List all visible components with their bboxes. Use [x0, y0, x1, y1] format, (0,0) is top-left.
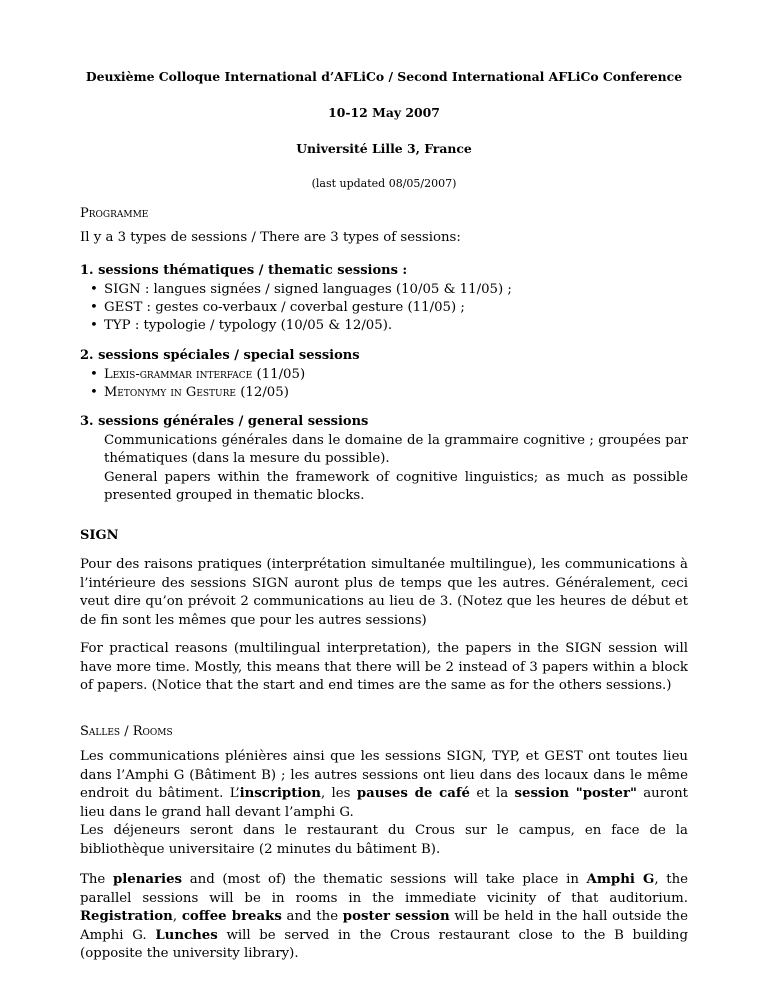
rooms-paragraph-fr: Les communications plénières ainsi que les sessions SIGN, TYP, et GEST ont toutes lieu dans l’Amphi G (Bâtiment B) ; les autres sessions ont lieu dans des locaux dans le même endroit du bâtiment. L’inscription, les pauses de café et la session "poster" auront lieu dans le grand hall devant l’amphi G. Les déjeneurs seront dans le restaurant du Crous sur le campus, en face de la bibliothèque universitaire (2 minutes du bâtiment B).: [80, 748, 688, 859]
rooms-heading: Salles / Rooms: [80, 724, 173, 739]
bullet-icon: •: [90, 366, 98, 382]
bullet-icon: •: [90, 384, 98, 400]
bullet-icon: •: [90, 299, 98, 315]
conference-dates: 10-12 May 2007: [328, 105, 440, 120]
conference-venue: Université Lille 3, France: [296, 141, 472, 156]
sign-paragraph-en: For practical reasons (multilingual interpretation), the papers in the SIGN session will have more time. Mostly, this means that there will be 2 instead of 3 papers within a block of papers. (Notice that the start and end times are the same as for the others sessions.): [80, 641, 688, 693]
bullet-icon: •: [90, 281, 98, 297]
list-item: • GEST : gestes co-verbaux / coverbal gesture (11/05) ;: [90, 299, 465, 315]
special-sessions-list: [80, 366, 688, 402]
list-item: • SIGN : langues signées / signed languages (10/05 & 11/05) ;: [90, 281, 512, 297]
general-sessions: [80, 413, 688, 506]
thematic-sessions-list: [80, 281, 688, 335]
programme-intro: Il y a 3 types de sessions / There are 3 types of sessions:: [80, 230, 461, 245]
rooms-lunch-fr: Les déjeneurs seront dans le restaurant du Crous sur le campus, en face de la bibliothèque universitaire (2 minutes du bâtiment B).: [80, 823, 688, 857]
thematic-sessions: [80, 262, 688, 335]
programme-heading: Programme: [80, 206, 149, 221]
general-sessions-en: General papers within the framework of cognitive linguistics; as much as possible presented grouped in thematic blocks.: [104, 469, 688, 503]
thematic-sessions-heading: 1. sessions thématiques / thematic sessions :: [80, 263, 408, 278]
list-item: • Lexis-grammar interface (11/05): [90, 366, 306, 382]
rooms-paragraph-en: The plenaries and (most of) the thematic sessions will take place in Amphi G, the parallel sessions will be in rooms in the immediate vicinity of that auditorium. Registration, coffee breaks and the poster session will be held in the hall outside the Amphi G. Lunches will be served in the Crous restaurant close to the B building (opposite the university library).: [80, 872, 689, 961]
sign-paragraph-fr: Pour des raisons pratiques (interprétation simultanée multilingue), les communications à l’intérieure des sessions SIGN auront plus de temps que les autres. Généralement, ceci veut dire qu’on prévoit 2 communications au lieu de 3. (Notez que les heures de début et de fin sont les mêmes que pour les autres sessions): [80, 557, 688, 628]
general-sessions-heading: 3. sessions générales / general sessions: [80, 414, 369, 429]
last-updated-note: (last updated 08/05/2007): [311, 177, 457, 190]
conference-title: Deuxième Colloque International d’AFLiCo / Second International AFLiCo Conference: [85, 69, 683, 84]
bullet-icon: •: [90, 317, 98, 333]
list-item: • TYP : typologie / typology (10/05 & 12/05).: [90, 317, 393, 333]
list-item: • Metonymy in Gesture (12/05): [90, 384, 289, 400]
special-sessions: [80, 347, 688, 402]
general-sessions-fr: Communications générales dans le domaine de la grammaire cognitive ; groupées par thématiques (dans la mesure du possible).: [104, 432, 688, 466]
sign-heading: SIGN: [80, 528, 119, 543]
special-sessions-heading: 2. sessions spéciales / special sessions: [80, 348, 360, 363]
